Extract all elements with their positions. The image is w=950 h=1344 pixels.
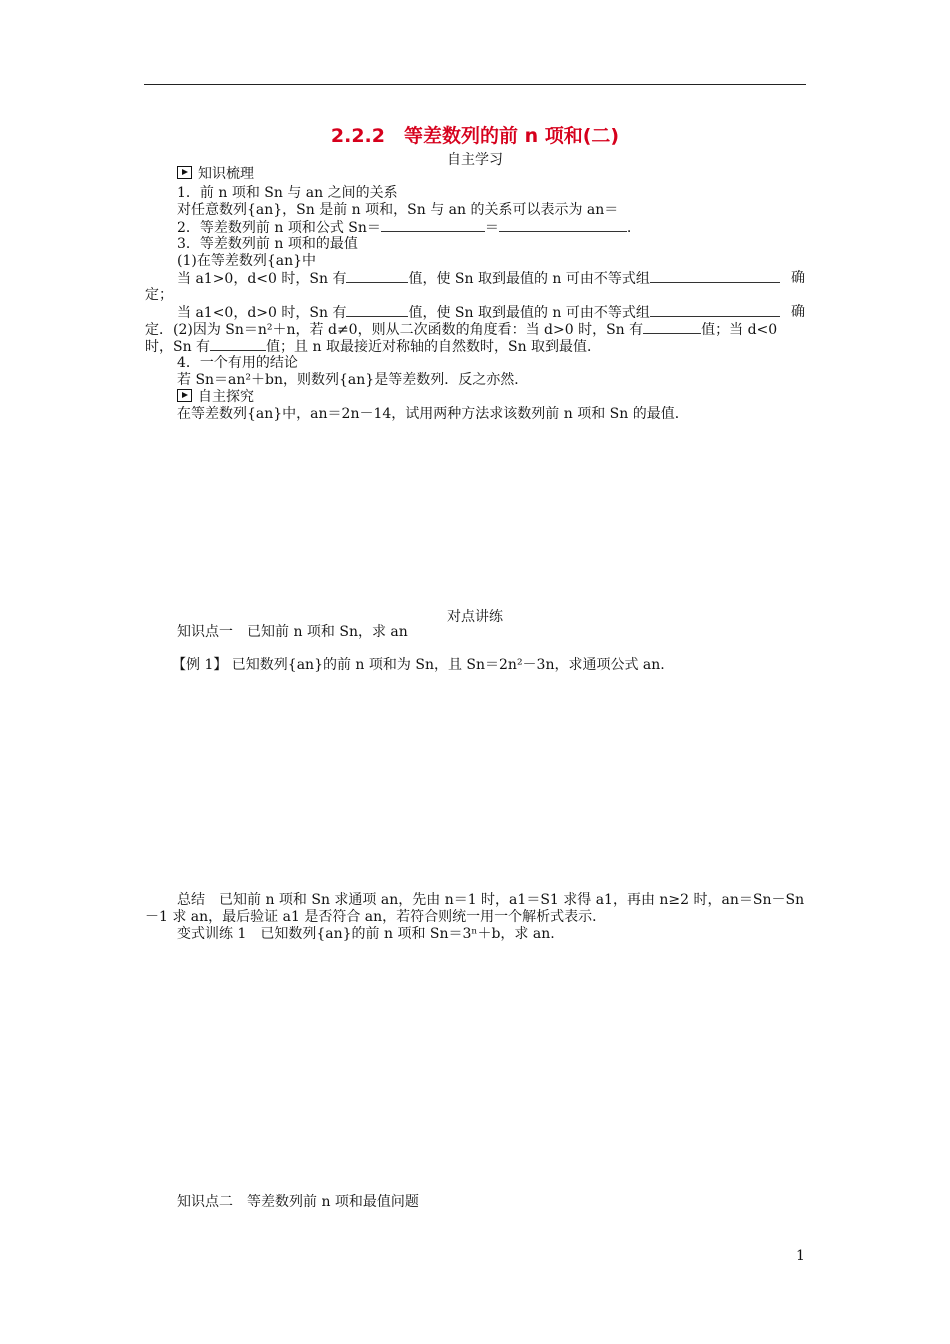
item-1-text: 对任意数列{an}，Sn 是前 n 项和，Sn 与 an 的关系可以表示为 an＝ xyxy=(177,202,619,218)
explore-question: 在等差数列{an}中，an＝2n－14，试用两种方法求该数列前 n 项和 Sn 的最值． xyxy=(177,406,689,422)
item-3-1: (1)在等差数列{an}中 xyxy=(177,253,317,269)
example-1: 【例 1】 已知数列{an}的前 n 项和为 Sn，且 Sn＝2n²－3n，求通项公式 an. xyxy=(172,657,665,673)
fill-blank[interactable] xyxy=(650,270,780,283)
item-4: 4．一个有用的结论 xyxy=(177,355,298,371)
item-3-case-a-cont: 定； xyxy=(145,287,173,303)
page-number: 1 xyxy=(796,1248,805,1264)
knowledge-point-2: 知识点二 等差数列前 n 项和最值问题 xyxy=(177,1194,419,1210)
summary-line-1: 总结 已知前 n 项和 Sn 求通项 an，先由 n＝1 时，a1＝S1 求得 a1，再由 n≥2 时，an＝Sn－Sn xyxy=(177,892,805,908)
item-2: 2．等差数列前 n 项和公式 Sn＝ ＝ . xyxy=(177,220,632,236)
summary-line-2: －1 求 an，最后验证 a1 是否符合 an，若符合则统一用一个解析式表示． xyxy=(145,909,607,925)
fill-blank[interactable] xyxy=(346,270,408,283)
explore-heading: 自主探究 xyxy=(177,389,254,406)
item-1: 1．前 n 项和 Sn 与 an 之间的关系 xyxy=(177,185,398,201)
item-3-2-cont: 时，Sn 有 值；且 n 取最接近对称轴的自然数时，Sn 取到最值． xyxy=(145,339,602,355)
item-3-case-b: 当 a1<0，d>0 时，Sn 有 值，使 Sn 取到最值的 n 可由不等式组 确 xyxy=(177,304,805,321)
fill-blank[interactable] xyxy=(210,338,266,351)
practice-heading: 对点讲练 xyxy=(447,609,503,625)
item-3-2: 定．(2)因为 Sn＝n²＋n，若 d≠0，则从二次函数的角度看：当 d>0 时，Sn 有 值；当 d<0 xyxy=(145,322,778,338)
play-triangle-icon xyxy=(177,166,192,179)
item-3: 3．等差数列前 n 项和的最值 xyxy=(177,236,358,252)
fill-blank[interactable] xyxy=(381,219,485,232)
section-self-study: 自主学习 xyxy=(447,152,503,168)
fill-blank[interactable] xyxy=(643,321,701,334)
play-triangle-icon xyxy=(177,389,192,402)
variation-1: 变式训练 1 已知数列{an}的前 n 项和 Sn＝3ⁿ＋b，求 an. xyxy=(177,926,555,942)
fill-blank[interactable] xyxy=(499,219,627,232)
item-3-case-a: 当 a1>0，d<0 时，Sn 有 值，使 Sn 取到最值的 n 可由不等式组 确 xyxy=(177,270,805,287)
fill-blank[interactable] xyxy=(346,304,408,317)
header-rule xyxy=(144,84,806,85)
page-title: 2.2.2 等差数列的前 n 项和(二) xyxy=(330,125,620,147)
item-4-text: 若 Sn＝an²＋bn，则数列{an}是等差数列．反之亦然． xyxy=(177,372,529,388)
knowledge-point-1: 知识点一 已知前 n 项和 Sn，求 an xyxy=(177,624,408,640)
fill-blank[interactable] xyxy=(650,304,780,317)
knowledge-heading: 知识梳理 xyxy=(177,166,254,183)
